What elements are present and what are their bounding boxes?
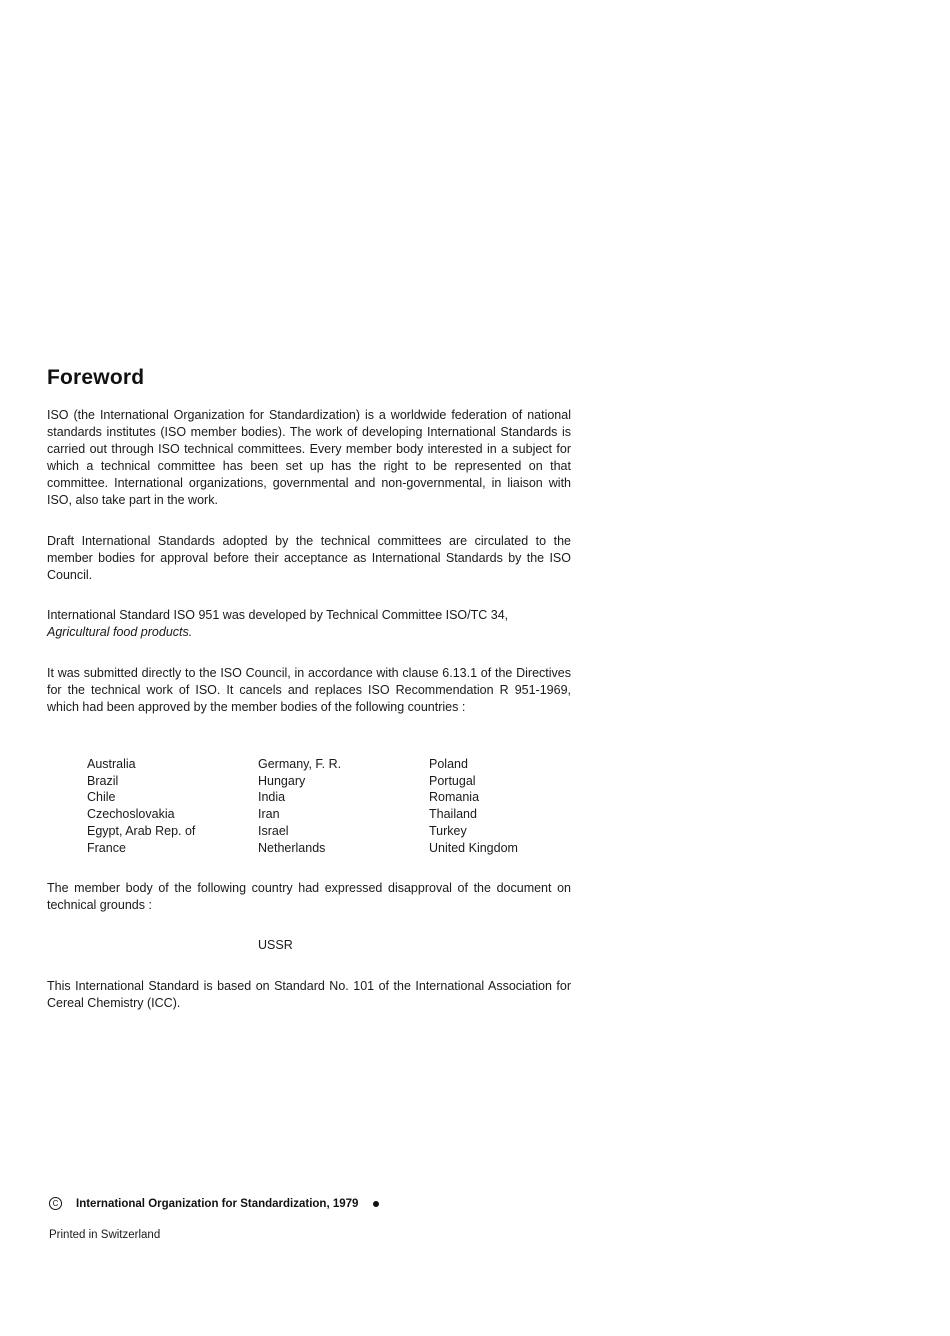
country-item: France xyxy=(87,840,126,855)
country-item: Thailand xyxy=(429,807,477,822)
committee-title: Agricultural food products. xyxy=(47,625,193,639)
paragraph-basis: This International Standard is based on Standard No. 101 of the International Association for Cereal Chemistry (ICC). xyxy=(47,979,571,1010)
country-item: Israel xyxy=(258,823,289,838)
country-list-column-1 xyxy=(87,756,195,856)
country-item: Poland xyxy=(429,757,468,771)
country-list-column-2 xyxy=(258,756,341,856)
country-item: Hungary xyxy=(258,773,306,788)
country-item: Turkey xyxy=(429,823,467,838)
country-item: India xyxy=(258,790,286,805)
country-item: Egypt, Arab Rep. of xyxy=(87,823,196,838)
bullet-icon xyxy=(373,1201,379,1207)
development-text: International Standard ISO 951 was developed by Technical Committee ISO/TC 34, xyxy=(47,608,509,622)
country-item: Czechoslovakia xyxy=(87,807,175,822)
copyright-text: International Organization for Standardization, 1979 xyxy=(76,1197,359,1210)
copyright-line xyxy=(49,1197,379,1210)
paragraph-iso-description: ISO (the International Organization for Standardization) is a worldwide federation of national standards institutes (ISO member bodies). The work of developing International Standards is carried out through ISO technical committees. Every member body interested in a subject for which a technical committee has been set up has the right to be represented on that committee. International organizations, governmental and non-governmental, in liaison with ISO, also take part in the work. xyxy=(47,408,571,507)
paragraph-development xyxy=(47,607,571,641)
country-list-column-3 xyxy=(429,756,518,856)
country-item: Germany, F. R. xyxy=(258,757,342,771)
country-item: Australia xyxy=(87,757,136,771)
country-item: United Kingdom xyxy=(429,840,518,855)
country-item: Romania xyxy=(429,790,480,805)
copyright-icon: C xyxy=(49,1197,62,1210)
country-item: Netherlands xyxy=(258,840,326,855)
paragraph-disapproval: The member body of the following country had expressed disapproval of the document on technical grounds : xyxy=(47,881,571,912)
country-item: Iran xyxy=(258,807,280,822)
paragraph-draft-standards: Draft International Standards adopted by the technical committees are circulated to the member bodies for approval before their acceptance as International Standards by the ISO Council. xyxy=(47,534,571,582)
foreword-heading: Foreword xyxy=(47,366,145,389)
country-item: Chile xyxy=(87,790,116,805)
printed-location: Printed in Switzerland xyxy=(49,1229,161,1241)
country-item: Brazil xyxy=(87,773,119,788)
disapproving-country: USSR xyxy=(258,938,293,952)
paragraph-submission: It was submitted directly to the ISO Council, in accordance with clause 6.13.1 of the Directives for the technical work of ISO. It cancels and replaces ISO Recommendation R 951-1969, which had been approved by the member bodies of the following countries : xyxy=(47,666,571,714)
country-item: Portugal xyxy=(429,773,476,788)
